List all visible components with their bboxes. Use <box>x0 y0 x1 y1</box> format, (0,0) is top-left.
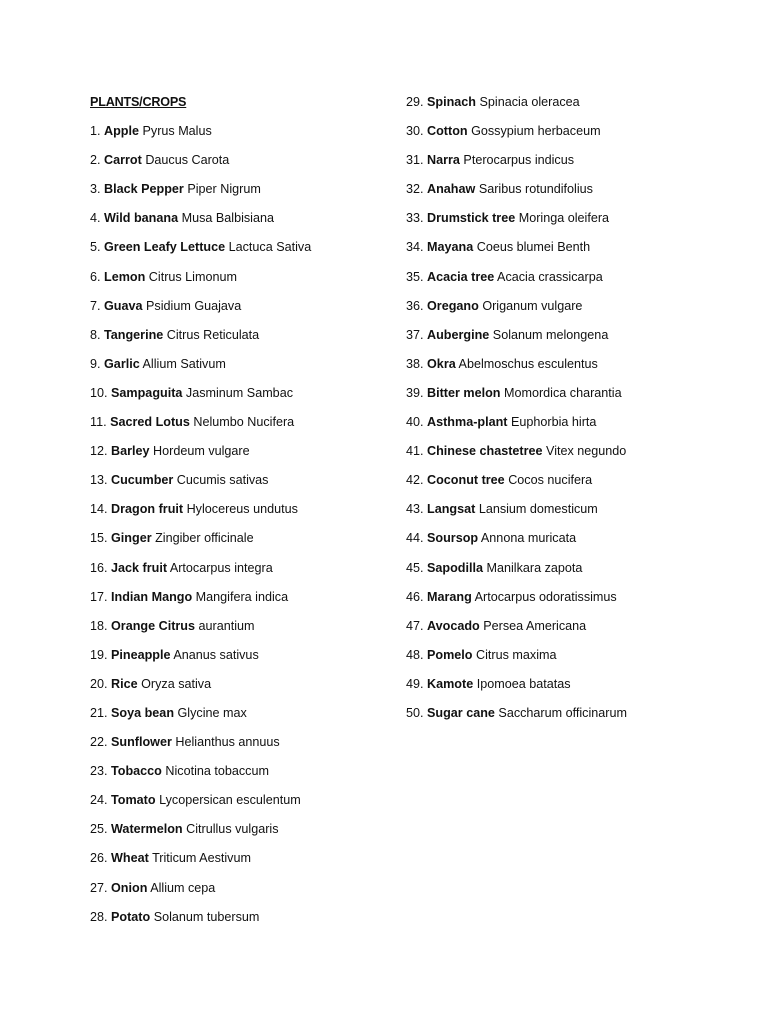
scientific-name: Lactuca Sativa <box>228 240 312 255</box>
entry-number: 5. <box>90 240 101 255</box>
scientific-name: Citrullus vulgaris <box>186 822 279 837</box>
plant-entry <box>90 820 390 849</box>
plant-entry <box>90 791 390 820</box>
common-name: Sacred Lotus <box>110 415 190 430</box>
common-name: Avocado <box>427 618 480 633</box>
plant-entry <box>406 180 746 209</box>
common-name: Tangerine <box>104 327 164 342</box>
entry-number: 1. <box>90 124 101 139</box>
plant-entry <box>90 762 390 791</box>
common-name: Garlic <box>104 356 140 371</box>
plant-entry <box>90 209 390 238</box>
scientific-name: Pyrus Malus <box>142 124 212 139</box>
entry-number: 44. <box>406 531 424 546</box>
common-name: Drumstick tree <box>427 211 516 226</box>
common-name: Spinach <box>427 95 477 109</box>
entry-number: 41. <box>406 444 424 459</box>
common-name: Apple <box>104 124 139 139</box>
plant-entry <box>90 559 390 588</box>
plant-entry <box>406 646 746 675</box>
common-name: Dragon fruit <box>111 502 184 517</box>
plant-entry <box>90 122 390 151</box>
entry-number: 31. <box>406 153 424 168</box>
common-name: Watermelon <box>111 822 183 837</box>
plant-entry <box>406 122 746 151</box>
entry-number: 2. <box>90 153 101 168</box>
scientific-name: Psidium Guajava <box>146 298 242 313</box>
scientific-name: Spinacia oleracea <box>479 95 580 109</box>
common-name: Kamote <box>427 676 474 691</box>
scientific-name: Zingiber officinale <box>155 531 254 546</box>
plant-entry <box>90 384 390 413</box>
entry-number: 4. <box>90 211 101 226</box>
common-name: Carrot <box>104 153 142 168</box>
entry-number: 13. <box>90 473 108 488</box>
entry-number: 18. <box>90 618 108 633</box>
entry-number: 7. <box>90 298 101 313</box>
scientific-name: Annona muricata <box>480 531 577 546</box>
plant-entry <box>90 180 390 209</box>
entry-number: 29. <box>406 95 424 109</box>
plant-entry <box>90 355 390 384</box>
entry-number: 19. <box>90 647 108 662</box>
plant-entry <box>90 500 390 529</box>
plant-entry <box>90 413 390 442</box>
entry-number: 10. <box>90 385 108 400</box>
scientific-name: Allium Sativum <box>142 356 226 371</box>
plant-entry <box>90 617 390 646</box>
common-name: Jack fruit <box>111 560 168 575</box>
plant-entry <box>406 238 746 267</box>
scientific-name: Hordeum vulgare <box>153 444 250 459</box>
plant-entry <box>90 471 390 500</box>
entry-number: 38. <box>406 356 424 371</box>
entry-number: 21. <box>90 705 108 720</box>
left-plant-list <box>90 122 390 937</box>
plant-entry <box>406 704 746 733</box>
common-name: Cucumber <box>111 473 174 488</box>
scientific-name: Ipomoea batatas <box>476 676 571 691</box>
right-plant-list <box>406 93 746 733</box>
scientific-name: Acacia crassicarpa <box>497 269 603 284</box>
scientific-name: Momordica charantia <box>504 385 622 400</box>
plant-entry <box>406 326 746 355</box>
scientific-name: Origanum vulgare <box>482 298 583 313</box>
scientific-name: Lycopersican esculentum <box>159 793 301 808</box>
scientific-name: Pterocarpus indicus <box>463 153 575 168</box>
plant-entry <box>406 209 746 238</box>
scientific-name: Saccharum officinarum <box>498 705 627 720</box>
plant-entry <box>90 588 390 617</box>
entry-number: 40. <box>406 415 424 430</box>
common-name: Oregano <box>427 298 479 313</box>
scientific-name: Allium cepa <box>150 880 216 895</box>
scientific-name: Oryza sativa <box>141 676 212 691</box>
plant-entry <box>406 413 746 442</box>
entry-number: 28. <box>90 909 108 924</box>
common-name: Black Pepper <box>104 182 184 197</box>
common-name: Tomato <box>111 793 156 808</box>
scientific-name: Piper Nigrum <box>187 182 261 197</box>
common-name: Okra <box>427 356 456 371</box>
entry-number: 3. <box>90 182 101 197</box>
entry-number: 39. <box>406 385 424 400</box>
scientific-name: Mangifera indica <box>195 589 289 604</box>
scientific-name: Ananus sativus <box>173 647 259 662</box>
plant-entry <box>406 471 746 500</box>
entry-number: 11. <box>90 415 107 430</box>
plant-entry <box>90 879 390 908</box>
common-name: Marang <box>427 589 472 604</box>
common-name: Barley <box>111 444 150 459</box>
entry-number: 47. <box>406 618 424 633</box>
plant-entry <box>90 268 390 297</box>
scientific-name: Moringa oleifera <box>518 211 610 226</box>
common-name: Acacia tree <box>427 269 495 284</box>
plant-entry <box>406 93 746 122</box>
common-name: Lemon <box>104 269 146 284</box>
entry-number: 50. <box>406 705 424 720</box>
plant-entry <box>90 646 390 675</box>
plant-entry <box>406 675 746 704</box>
plant-entry <box>406 588 746 617</box>
common-name: Soursop <box>427 531 479 546</box>
scientific-name: Gossypium herbaceum <box>471 124 601 139</box>
common-name: Anahaw <box>427 182 476 197</box>
entry-number: 34. <box>406 240 424 255</box>
common-name: Langsat <box>427 502 476 517</box>
common-name: Narra <box>427 153 460 168</box>
common-name: Sampaguita <box>111 385 183 400</box>
common-name: Guava <box>104 298 143 313</box>
plant-entry <box>406 297 746 326</box>
entry-number: 6. <box>90 269 101 284</box>
common-name: Cotton <box>427 124 468 139</box>
entry-number: 20. <box>90 676 108 691</box>
scientific-name: Manilkara zapota <box>486 560 583 575</box>
plant-entry <box>90 442 390 471</box>
entry-number: 37. <box>406 327 424 342</box>
scientific-name: Jasminum Sambac <box>185 385 293 400</box>
common-name: Wheat <box>111 851 149 866</box>
common-name: Wild banana <box>104 211 179 226</box>
scientific-name: Coeus blumei Benth <box>476 240 591 255</box>
entry-number: 9. <box>90 356 101 371</box>
plant-entry <box>90 238 390 267</box>
common-name: Aubergine <box>427 327 490 342</box>
plant-entry <box>90 151 390 180</box>
common-name: Sunflower <box>111 735 172 750</box>
common-name: Mayana <box>427 240 474 255</box>
entry-number: 42. <box>406 473 424 488</box>
entry-number: 25. <box>90 822 108 837</box>
common-name: Asthma-plant <box>427 415 508 430</box>
scientific-name: Artocarpus odoratissimus <box>474 589 617 604</box>
entry-number: 16. <box>90 560 108 575</box>
scientific-name: Cucumis sativas <box>176 473 269 488</box>
common-name: Green Leafy Lettuce <box>104 240 226 255</box>
plant-entry <box>90 326 390 355</box>
plant-entry <box>406 500 746 529</box>
scientific-name: Hylocereus undutus <box>186 502 298 517</box>
plant-entry <box>406 151 746 180</box>
common-name: Ginger <box>111 531 152 546</box>
plant-entry <box>406 529 746 558</box>
entry-number: 33. <box>406 211 424 226</box>
entry-number: 17. <box>90 589 108 604</box>
common-name: Chinese chastetree <box>427 444 543 459</box>
entry-number: 45. <box>406 560 424 575</box>
common-name: Orange Citrus <box>111 618 195 633</box>
scientific-name: Helianthus annuus <box>175 735 280 750</box>
plant-entry <box>406 268 746 297</box>
entry-number: 48. <box>406 647 424 662</box>
entry-number: 35. <box>406 269 424 284</box>
entry-number: 27. <box>90 880 108 895</box>
common-name: Bitter melon <box>427 385 501 400</box>
plant-entry <box>90 704 390 733</box>
common-name: Rice <box>111 676 138 691</box>
common-name: Pineapple <box>111 647 171 662</box>
scientific-name: Glycine max <box>177 705 247 720</box>
plant-entry <box>90 733 390 762</box>
entry-number: 15. <box>90 531 108 546</box>
common-name: Tobacco <box>111 764 162 779</box>
entry-number: 26. <box>90 851 108 866</box>
document-title: PLANTS/CROPS <box>90 95 187 109</box>
entry-number: 32. <box>406 182 424 197</box>
scientific-name: Triticum Aestivum <box>152 851 251 866</box>
plant-entry <box>90 675 390 704</box>
entry-number: 14. <box>90 502 108 517</box>
entry-number: 36. <box>406 298 424 313</box>
scientific-name: Vitex negundo <box>546 444 627 459</box>
plant-entry <box>406 617 746 646</box>
scientific-name: Abelmoschus esculentus <box>458 356 598 371</box>
scientific-name: Solanum melongena <box>492 327 609 342</box>
plant-entry <box>90 529 390 558</box>
common-name: Potato <box>111 909 151 924</box>
entry-number: 22. <box>90 735 108 750</box>
scientific-name: aurantium <box>198 618 255 633</box>
entry-number: 46. <box>406 589 424 604</box>
scientific-name: Lansium domesticum <box>478 502 598 517</box>
entry-number: 43. <box>406 502 424 517</box>
common-name: Coconut tree <box>427 473 505 488</box>
plant-entry <box>406 384 746 413</box>
entry-number: 49. <box>406 676 424 691</box>
plant-entry <box>90 908 390 937</box>
plant-entry <box>406 355 746 384</box>
scientific-name: Euphorbia hirta <box>510 415 597 430</box>
scientific-name: Daucus Carota <box>145 153 230 168</box>
common-name: Pomelo <box>427 647 473 662</box>
entry-number: 24. <box>90 793 108 808</box>
entry-number: 8. <box>90 327 101 342</box>
common-name: Onion <box>111 880 148 895</box>
plant-entry <box>90 849 390 878</box>
scientific-name: Nicotina tobaccum <box>165 764 269 779</box>
plant-entry <box>406 559 746 588</box>
entry-number: 23. <box>90 764 108 779</box>
scientific-name: Musa Balbisiana <box>181 211 274 226</box>
plant-entry <box>90 297 390 326</box>
scientific-name: Solanum tubersum <box>153 909 260 924</box>
entry-number: 30. <box>406 124 424 139</box>
scientific-name: Cocos nucifera <box>508 473 593 488</box>
common-name: Indian Mango <box>111 589 193 604</box>
scientific-name: Citrus maxima <box>476 647 557 662</box>
scientific-name: Citrus Limonum <box>148 269 237 284</box>
common-name: Sapodilla <box>427 560 483 575</box>
scientific-name: Nelumbo Nucifera <box>193 415 295 430</box>
right-column <box>406 93 746 733</box>
scientific-name: Saribus rotundifolius <box>478 182 593 197</box>
scientific-name: Artocarpus integra <box>169 560 273 575</box>
common-name: Soya bean <box>111 705 175 720</box>
entry-number: 12. <box>90 444 108 459</box>
common-name: Sugar cane <box>427 705 495 720</box>
scientific-name: Persea Americana <box>483 618 587 633</box>
left-column <box>90 93 390 937</box>
scientific-name: Citrus Reticulata <box>166 327 260 342</box>
plant-entry <box>406 442 746 471</box>
